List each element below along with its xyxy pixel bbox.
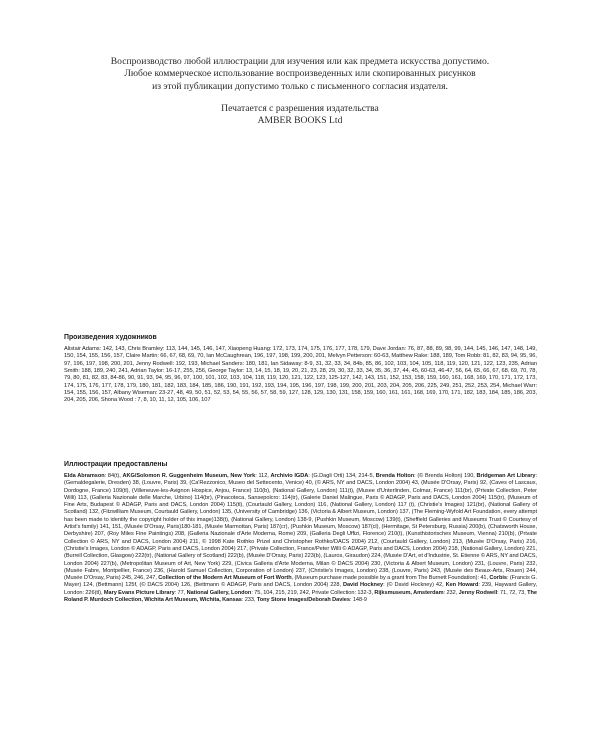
credit-source: Archivio IGDA xyxy=(270,473,309,479)
credit-source: Tony Stone Images/Deborah Davies xyxy=(256,597,350,604)
credit-detail: : 239, Hayward Gallery, London: 226(tl), xyxy=(64,582,538,596)
credit-source: Brenda Holton xyxy=(375,473,415,479)
credit-detail: : 148-9 xyxy=(349,597,367,604)
notice-line: Любое коммерческое использование воспроизведенных или скопированных рисунков xyxy=(124,68,476,80)
credit-detail: : (© David Hockney) 42, xyxy=(383,582,446,589)
credits-heading: Иллюстрации предоставлены xyxy=(64,461,168,468)
credit-detail: : (G.Dagli Orti) 134, 214-5, xyxy=(308,473,376,479)
credit-detail: : (Francis G. Mayer) 124, (Bettmann) 125f, (© DACS 2004) 126, (Bettmann © ADAGP, Paris and DACS, London 2004) 228, xyxy=(64,575,537,589)
notice-line: из этой публикации допустимо только с письменного согласия издателя. xyxy=(152,80,448,92)
credits-text xyxy=(64,473,537,604)
credit-source: Elda Abramson xyxy=(64,473,105,479)
credit-source: Corbis xyxy=(489,575,507,582)
permission-line: Печатается с разрешения издательства xyxy=(221,103,379,114)
notice-line: Воспроизводство любой иллюстрации для изучения или как предмета искусства допустимо. xyxy=(110,56,490,67)
credit-source: Jenny Rodwell xyxy=(458,589,498,596)
publisher-name: AMBER BOOKS Ltd xyxy=(257,115,343,127)
artists-heading: Произведения художников xyxy=(64,334,157,341)
credit-source: David Hockney xyxy=(342,582,384,589)
reproduction-notice xyxy=(60,56,540,93)
credit-detail: : (© Brenda Holton) 190, xyxy=(414,473,477,479)
publisher-permission xyxy=(60,103,540,128)
credit-detail: : 232, xyxy=(443,589,459,596)
credit-detail: : 75, 104, 215, 219, 242, Private Collection: 132-3, xyxy=(251,589,375,596)
credit-source: The Roland P. Murdoch Collection, Wichita Art Museum, Wichita, Kansas xyxy=(64,589,537,604)
artists-text: Alistair Adams: 142, 143, Chris Bramley: 113, 144, 145, 146, 147, Xiaopeng Huang: 172, 173, 174, 175, 176, 177, 178, 179, Dave Jordan: 76, 87, 88, 89, 98, 99, 144, 145, 146, 147, 148, 149, 150, 154, 155, 156, 157, Claire Martin: 66, 67, 68, 69, 70, Ian McCaughrean, 196, 197, 198, 199, 200, 201, Melvyn Petterson: 60-63, Matthew Rake: 188, 189, Tom Robb: 81, 82, 83, 94, 95, 96, 97, 196, 197, 198, 200, 201, Jenny Rodwell: 192, 193, Michael Sanders: 180, 181, Ian Sidaway: 8-9, 31, 32, 33, 34, 84b, 85, 86, 102, 103, 104, 105, 118, 119, 120, 121, 122, 123, 235, Adrian Smith: 188, 189, 240, 241, Adrian Taylor: 16-17, 255, 256, George Taylor: 13, 14, 15, 18, 19, 20, 21, 23, 28, 29, 30, 32, 33, 34, 35, 36, 37, 44, 45, 60-63, 46-47, 56, 64, 65, 66, 67, 68, 69, 70, 78, 79, 80, 81, 82, 83, 84-86, 90, 91, 93, 94, 95, 96, 97, 100, 101, 102, 103, 104, 118, 119, 120, 121, 122, 123, 125-127, 142, 143, 151, 152, 153, 158, 159, 160, 161, 168, 169, 170, 171, 172, 173, 174, 175, 176, 177, 178, 179, 180, 181, 182, 183, 184, 185, 186, 190, 191, 192, 193, 194, 195, 196, 197, 198, 199, 200, 201, 203, 204, 205, 206, 225, 249, 251, 252, 253, 254, Michael Warr: 154, 155, 156, 157, Albany Wiseman: 23-27, 48, 49, 50, 51, 52, 53, 54, 55, 56, 57, 58, 59, 127, 128, 129, 130, 131, 158, 159, 160, 161, 161, 168, 169, 170, 171, 182, 183, 184, 185, 186, 203, 204, 205, 206, Shona Wood : 7, 8, 10, 11, 12, 105, 106, 107 xyxy=(64,346,537,404)
credit-detail: : 112, xyxy=(255,473,271,479)
credit-source: Mary Evans Picture Library xyxy=(103,589,175,596)
credit-source: Collection of the Modern Art Museum of Fort Worth xyxy=(158,575,292,582)
credit-source: Rijksmuseum, Amsterdam xyxy=(374,589,444,596)
credit-detail: : 233, xyxy=(241,597,257,604)
credit-detail: : 77, xyxy=(174,589,187,596)
credit-detail: , (Museum purchase made possible by a grant from The Burnett Foundation): 41, xyxy=(291,575,490,582)
credit-detail: : 71, 72, 73, xyxy=(497,589,528,596)
credit-detail: : (Gemaldegalerie, Dresden) 38, (Louvre, Paris) 39, (Ca'Rezzonico, Museo del Settecento, Venice) 40, (© ARS, NY and DACS, London 2004) 43, (Musée D'Orsay, Paris) 92, (Caves of Lascaux, Dordogne, France) 109(tl), (Villeneuve-les-Avignon Hospice, Anjou, France) 110(b), (National Gallery, London) 111(t), (Musee d'Unterlinden, Colmar, France) 111(br), (Private Collection, Peter Willi) 113, (Galleria Nazionale delle Marche, Urbino) 114(br), (Pinacoteca, Sansepolcro: 114(tr), (Galerie Daniel Malingue, Paris © ADAGP, Paris and DACS, London 2004) 115(tr), (Museum of Fine Arts, Budapest © ADAGP, Paris and DACS, London 2004) 115(tl), (Courtauld Gallery, London) 116, (National Gallery, London) 117 (t), (Christie's Images) 121(br), (National Gallery of Scotland) 132, (Fitzwilliam Museum, Courtauld Gallery, London) 135, (University of Cambridge) 136, (Victoria & Albert Museum, London) 137, (The Fleming-Wyfold Art Foundation, every attempt has been made to identify the copyright holder of this image)138(t), (National Gallery, London) 138-9, (Pushkin Museum, Moscow) 139(t), (Sheffield Galleries and Museums Trust © Courtesy of Artist's family) 141, 151, (Musée D'Orsay, Paris)180-181, (Musée Marmottan, Paris) 187(cr), (Pushkin Museum, Moscow) 187(cl), (Hermitage, St Petersburg, Russia) 200(b), (Chatsworth House, Derbyshire) 207, (Roy Miles Fine Paintings) 208, (Galleria Nazionale d'Arte Moderna, Rome) 209, (Galleria Degli Uffizi, Florence) 210(t), (Kunsthistorisches Museum, Vienna) 210(b), (Private Collection © ARS, NY and DACS, London 2004) 211, © 1998 Kate Rothko Prizel and Christopher Rothko/DACS 2004) 212, (Courtauld Gallery, London) 213, (Musée D'Orsay, Paris) 216, (Christie's Images, London © ADAGP, Paris and DACS, London 2004) 217, (Private Collection, France/Peter Willi © ADAGP, Paris and DACS, London 2004) 218, (National Gallery, London) 221, (Burrell Collection, Glasgow) 222(tr), (National Gallery of Scotland) 222(b), (Musée D'Orsay, Paris) 223(b), (Lauros, Giraudon) 224, (Musée D'Art, et d'Industrie, St. Etienne © ARS, NY and DACS, London 2004) 227(b), (Metropolitan Museum of Art, New York) 229, (Civica Galleria d'Arte Moderna, Milan © DACS 2004) 230, (Victoria & Albert Museum, London) 231, (Louvre, Paris) 232, (Musée Fabre, Montpellier, France) 236, (Harold Samuel Collection, Corporation of London) 237, (Christie's Images, London) 238, (Louvre, Paris) 243, (Musée des Beaux-Arts, Rouen) 244, (Musée D'Orsay, Paris) 245, 246, 247, xyxy=(64,473,537,582)
credit-source: National Gallery, London xyxy=(186,589,252,596)
credit-detail: : 84(t), xyxy=(104,473,123,479)
credit-source: Ken Howard xyxy=(445,582,479,589)
credit-source: Bridgeman Art Library xyxy=(476,473,536,479)
credits-section xyxy=(64,460,537,604)
credit-source: AKG/Solomon R. Guggenheim Museum, New York xyxy=(122,473,256,479)
artists-section xyxy=(64,333,537,405)
